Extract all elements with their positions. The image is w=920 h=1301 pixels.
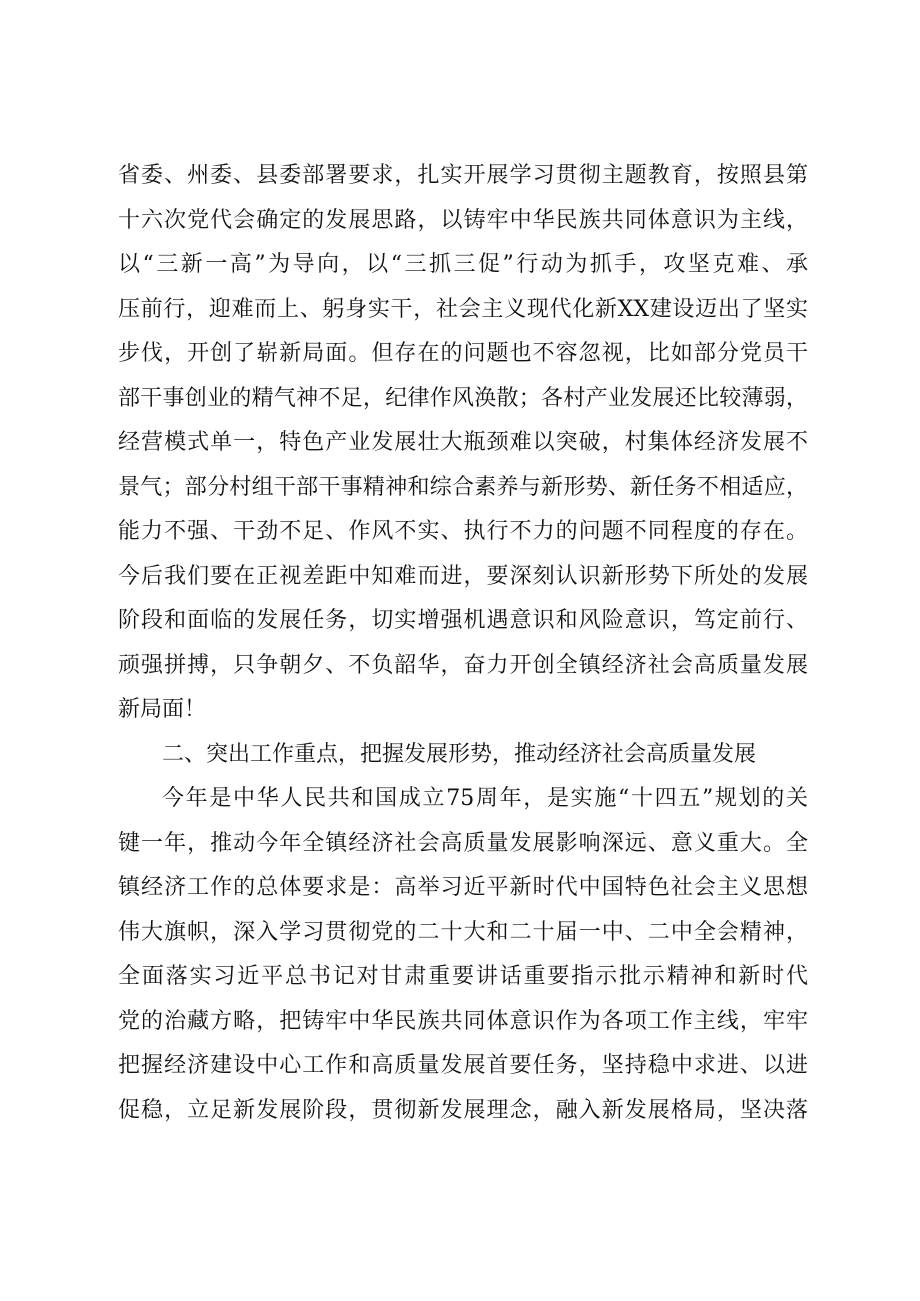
paragraph-line: 以“三新一高”为导向，以“三抓三促”行动为抓手，攻坚克难、承 <box>118 252 808 277</box>
paragraph-line: 今年是中华人民共和国成立75周年，是实施“十四五”规划的关 <box>162 786 808 811</box>
paragraph-1 <box>118 154 808 733</box>
paragraph-line: 步伐，开创了崭新局面。但存在的问题也不容忽视，比如部分党员干 <box>118 341 808 366</box>
paragraph-line: 省委、州委、县委部署要求，扎实开展学习贯彻主题教育，按照县第 <box>118 163 808 188</box>
paragraph-line: 能力不强、干劲不足、作风不实、执行不力的问题不同程度的存在。 <box>118 519 808 544</box>
paragraph-line: 经营模式单一，特色产业发展壮大瓶颈难以突破，村集体经济发展不 <box>118 430 808 455</box>
paragraph-line: 镇经济工作的总体要求是：高举习近平新时代中国特色社会主义思想 <box>118 875 808 900</box>
paragraph-line: 键一年，推动今年全镇经济社会高质量发展影响深远、意义重大。全 <box>118 830 808 856</box>
paragraph-line: 阶段和面临的发展任务，切实增强机遇意识和风险意识，笃定前行、 <box>118 608 808 633</box>
section-heading: 二、突出工作重点，把握发展形势，推动经济社会高质量发展 <box>162 741 757 767</box>
paragraph-2 <box>118 777 808 1133</box>
paragraph-line: 景气；部分村组干部干事精神和综合素养与新形势、新任务不相适应， <box>118 474 808 500</box>
paragraph-line: 伟大旗帜，深入学习贯彻党的二十大和二十届一中、二中全会精神， <box>118 919 808 945</box>
document-body <box>118 154 808 1133</box>
paragraph-line: 促稳，立足新发展阶段，贯彻新发展理念，融入新发展格局，坚决落 <box>118 1097 808 1123</box>
paragraph-line: 压前行，迎难而上、躬身实干，社会主义现代化新XX建设迈出了坚实 <box>118 296 808 322</box>
paragraph-line: 十六次党代会确定的发展思路，以铸牢中华民族共同体意识为主线， <box>118 207 808 233</box>
paragraph-line: 今后我们要在正视差距中知难而进，要深刻认识新形势下所处的发展 <box>118 563 808 589</box>
paragraph-line: 顽强拼搏，只争朝夕、不负韶华，奋力开创全镇经济社会高质量发展 <box>118 652 808 678</box>
paragraph-line: 党的治藏方略，把铸牢中华民族共同体意识作为各项工作主线，牢牢 <box>118 1008 808 1034</box>
paragraph-line: 部干事创业的精气神不足，纪律作风涣散；各村产业发展还比较薄弱， <box>118 385 808 411</box>
paragraph-line: 新局面！ <box>118 697 207 722</box>
paragraph-line: 把握经济建设中心工作和高质量发展首要任务，坚持稳中求进、以进 <box>118 1053 808 1078</box>
paragraph-line: 全面落实习近平总书记对甘肃重要讲话重要指示批示精神和新时代 <box>118 964 808 989</box>
